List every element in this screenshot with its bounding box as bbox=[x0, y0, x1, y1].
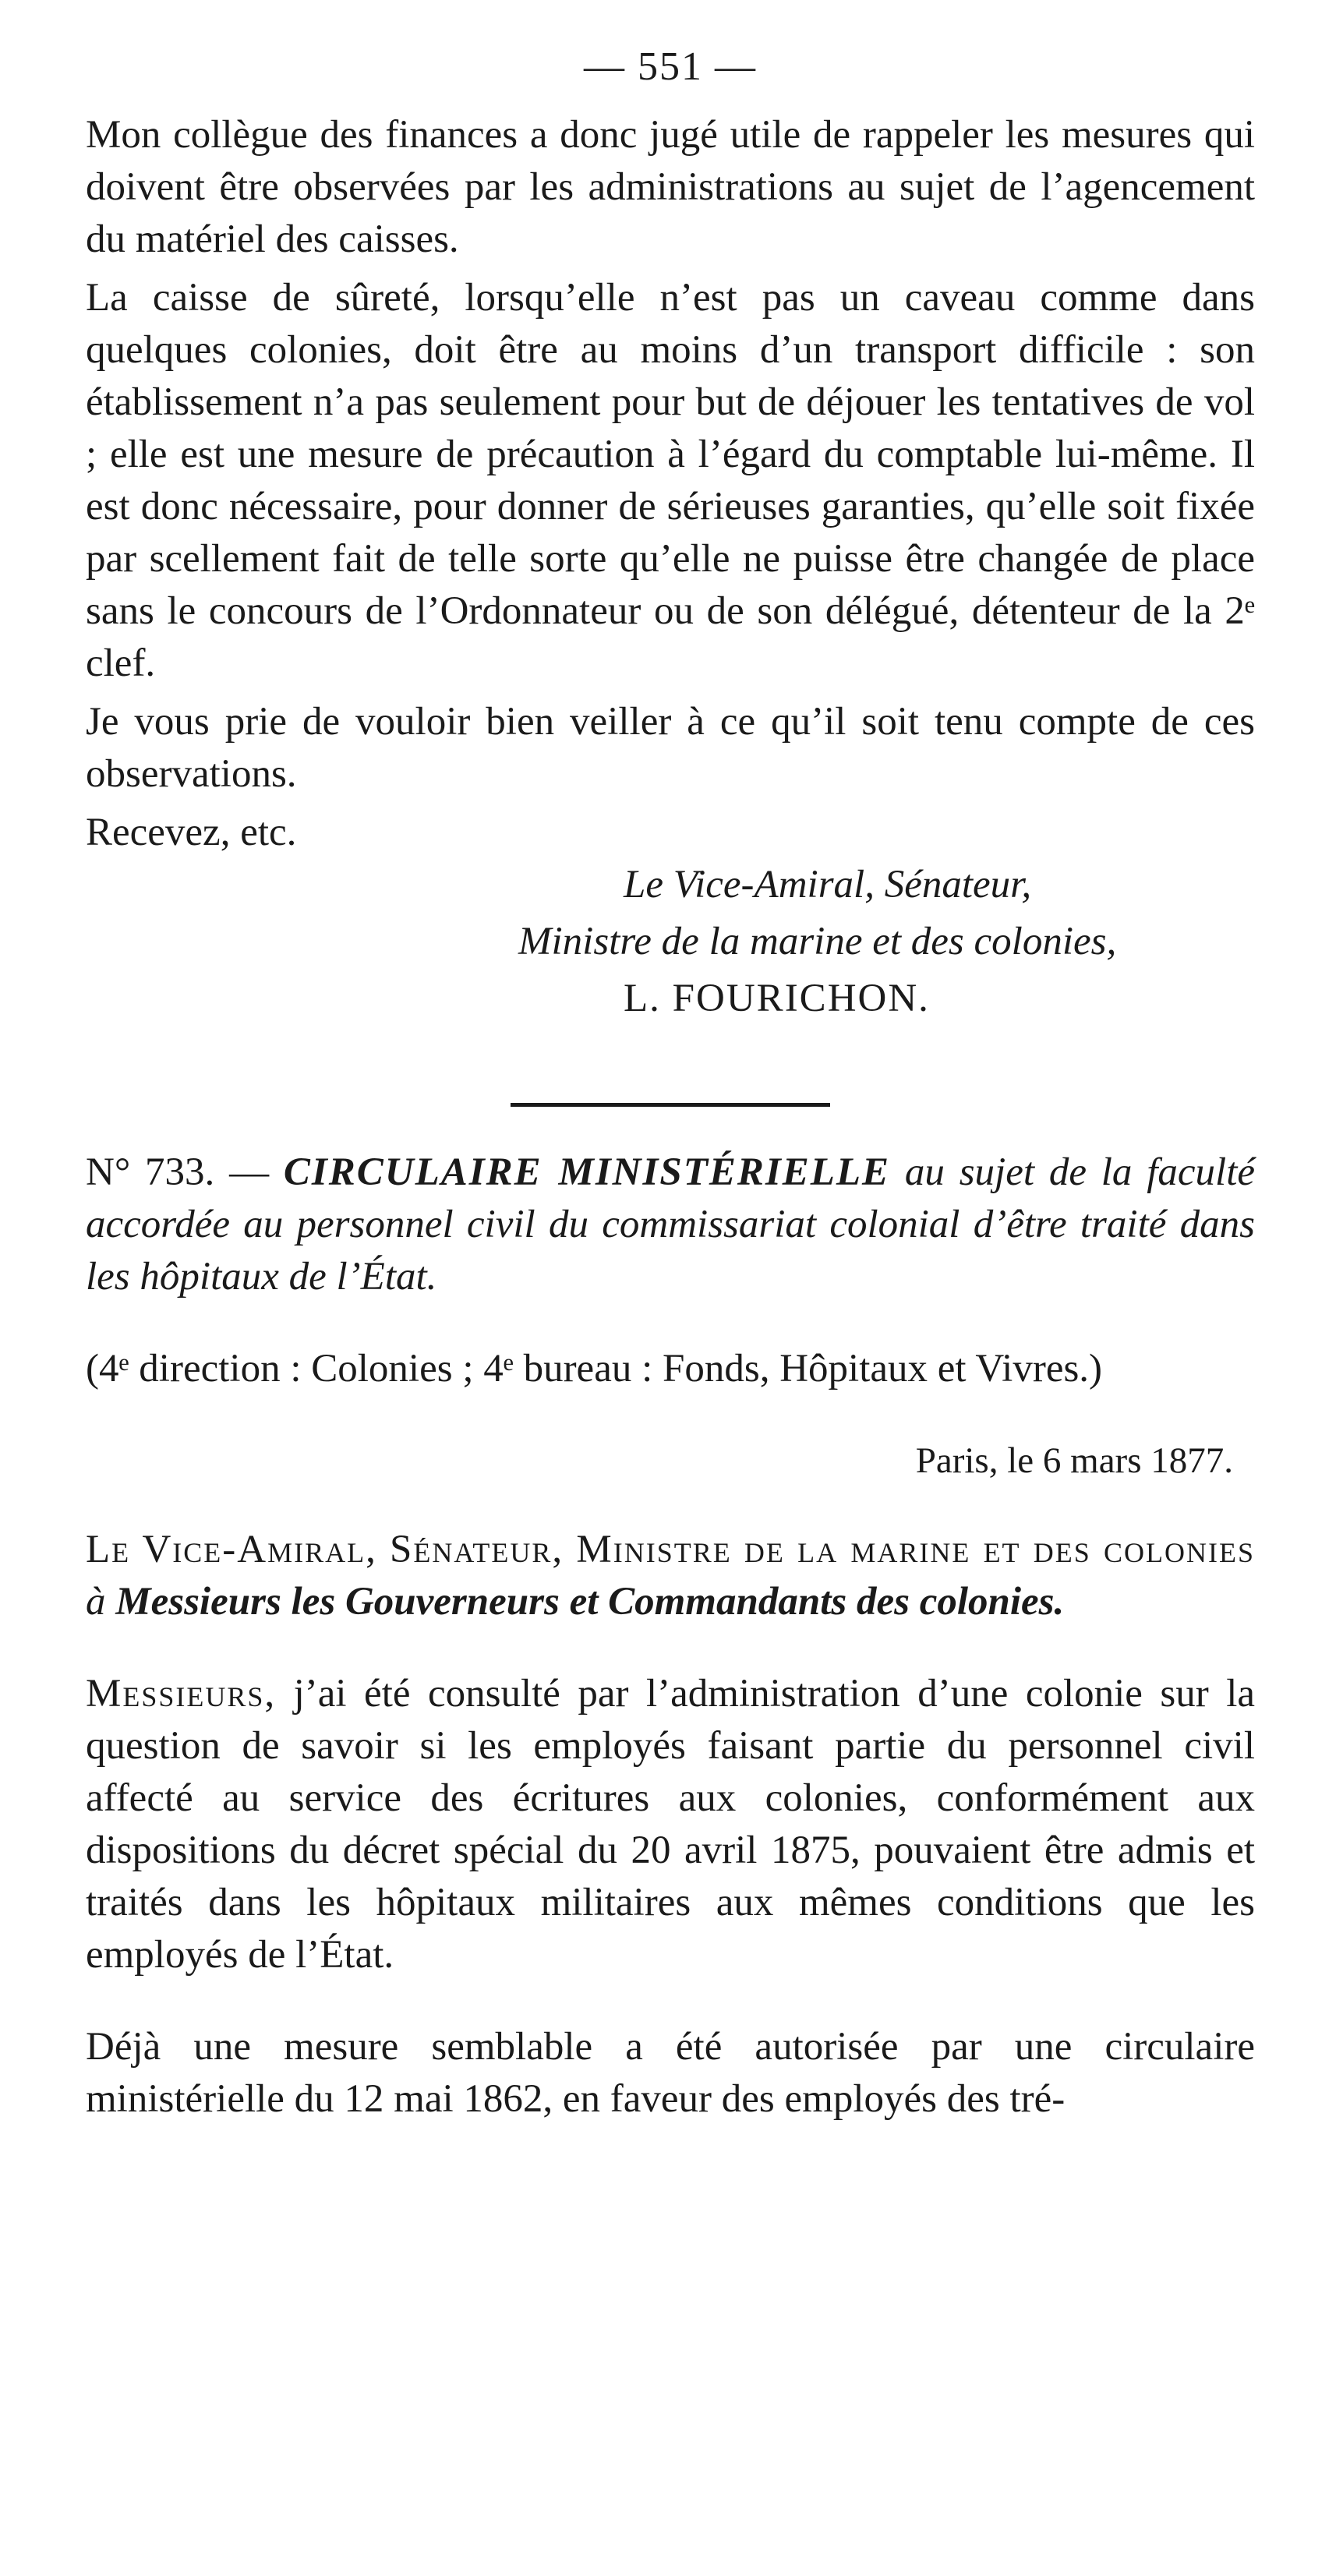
addressee-sender: Le Vice-Amiral, Sénateur, Ministre de la marine et des colonies bbox=[86, 1528, 1255, 1571]
section-divider bbox=[511, 1103, 830, 1107]
signature-block bbox=[86, 859, 1255, 1025]
circular-heading bbox=[86, 1147, 1255, 1303]
letter-closing: Recevez, etc. bbox=[86, 811, 297, 854]
signature-title: Le Vice-Amiral, Sénateur, bbox=[624, 863, 1032, 906]
circular-paragraph-1 bbox=[86, 1668, 1255, 1981]
signature-name: L. FOURICHON. bbox=[624, 977, 930, 1020]
letter-paragraph-3: Je vous prie de vouloir bien veiller à ce qu’il soit tenu compte de ces observations. bbox=[86, 700, 1255, 796]
circular-title-rest: au sujet de la faculté accordée au personnel civil du commissariat colonial d’être traité dans les hôpitaux de l’État. bbox=[86, 1150, 1256, 1299]
circular-number: N° 733. — bbox=[86, 1150, 270, 1194]
signature-subtitle: Ministre de la marine et des colonies, bbox=[518, 920, 1117, 963]
circular-paragraph-1-text: j’ai été consulté par l’administration d’une colonie sur la question de savoir si les employés faisant partie du personnel civil affecté au service des écritures aux colonies, conformément aux dispositions du décret spécial du 20 avril 1875, pouvaient être admis et traités dans les hôpitaux militaires aux mêmes conditions que les employés de l’État. bbox=[86, 1672, 1256, 1977]
circular-paragraph-2: Déjà une mesure semblable a été autorisée par une circulaire ministérielle du 12 mai 1862, en faveur des employés des tré- bbox=[86, 2025, 1255, 2121]
addressee-connector: à bbox=[86, 1580, 106, 1624]
circular-salutation: Messieurs, bbox=[86, 1672, 277, 1716]
letter-paragraph-2: La caisse de sûreté, lorsqu’elle n’est pas un caveau comme dans quelques colonies, doit être au moins d’un transport difficile : son établissement n’a pas seulement pour but de déjouer les tentatives de vol ; elle est une mesure de précaution à l’égard du comptable lui-même. Il est donc nécessaire, pour donner de sérieuses garanties, qu’elle soit fixée par scellement fait de telle sorte qu’elle ne puisse être changée de place sans le concours de l’Ordonnateur ou de son délégué, détenteur de la 2ᵉ clef. bbox=[86, 276, 1255, 685]
circular-direction: (4ᵉ direction : Colonies ; 4ᵉ bureau : Fonds, Hôpitaux et Vivres.) bbox=[86, 1347, 1103, 1390]
circular-title-caps: CIRCULAIRE MINISTÉRIELLE bbox=[283, 1150, 891, 1194]
letter-paragraph-1: Mon collègue des finances a donc jugé utile de rappeler les mesures qui doivent être observées par les administrations au sujet de l’agencement du matériel des caisses. bbox=[86, 113, 1255, 261]
page-number: — 551 — bbox=[584, 44, 757, 89]
circular-dateline: Paris, le 6 mars 1877. bbox=[915, 1440, 1233, 1481]
addressee-recipient: Messieurs les Gouverneurs et Commandants des colonies. bbox=[115, 1580, 1065, 1624]
circular-addressee bbox=[86, 1524, 1255, 1628]
document-page bbox=[86, 44, 1256, 2541]
